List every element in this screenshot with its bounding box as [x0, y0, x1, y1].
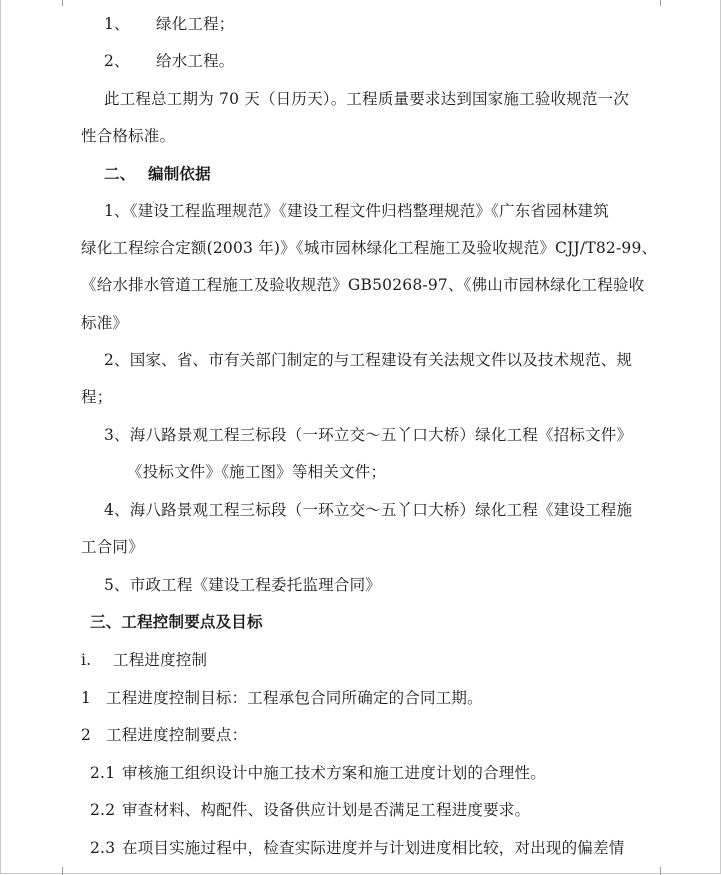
paragraph-line: 此工程总工期为 70 天（日历天）。工程质量要求达到国家施工验收规范一次: [104, 90, 630, 108]
paragraph-line: 3、海八路景观工程三标段（一环立交～五丫口大桥）绿化工程《招标文件》: [104, 426, 633, 444]
list-item-1: [104, 14, 235, 34]
list-text: 给水工程。: [156, 52, 235, 70]
section-heading-3: 三、工程控制要点及目标: [90, 612, 263, 631]
paragraph-line: 5、市政工程《建设工程委托监理合同》: [104, 576, 381, 594]
paragraph-line: 4、海八路景观工程三标段（一环立交～五丫口大桥）绿化工程《建设工程施: [104, 501, 633, 519]
paragraph-line: 《给水排水管道工程施工及验收规范》GB50268-97、《佛山市园林绿化工程验收: [81, 276, 645, 294]
item-number: 2.1: [90, 764, 116, 782]
item-number: 2.2: [90, 801, 116, 819]
numbered-item-2: [81, 725, 247, 745]
crop-mark-bottom-right: [660, 867, 661, 875]
crop-mark-top-right: [660, 0, 661, 6]
list-number: 1、: [104, 15, 130, 33]
item-number: 2: [81, 726, 92, 744]
numbered-item-2-3: [90, 838, 624, 858]
item-text: 在项目实施过程中，检查实际进度并与计划进度相比较，对出现的偏差情: [122, 839, 625, 857]
item-text: 工程进度控制目标：工程承包合同所确定的合同工期。: [106, 689, 483, 707]
paragraph-line: 2、国家、省、市有关部门制定的与工程建设有关法规文件以及技术规范、规: [104, 351, 633, 369]
paragraph-line: 程；: [81, 388, 113, 406]
heading-text: 工程进度控制: [113, 651, 208, 669]
numbered-item-1: [81, 688, 483, 708]
heading-number: i.: [81, 651, 92, 669]
paragraph-line: 绿化工程综合定额(2003 年)》《城市园林绿化工程施工及验收规范》CJJ/T82-99、: [81, 239, 658, 257]
crop-mark-bottom-left: [62, 867, 63, 875]
item-text: 审核施工组织设计中施工技术方案和施工进度计划的合理性。: [122, 764, 546, 782]
paragraph-line: 1、《建设工程监理规范》《建设工程文件归档整理规范》《广东省园林建筑: [104, 202, 609, 220]
item-number: 2.3: [90, 839, 116, 857]
list-text: 绿化工程；: [156, 15, 235, 33]
numbered-item-2-1: [90, 763, 546, 783]
heading-text: 编制依据: [148, 164, 211, 183]
paragraph-line: 性合格标准。: [81, 127, 176, 145]
numbered-item-2-2: [90, 800, 530, 820]
list-number: 2、: [104, 52, 130, 70]
heading-number: 二、: [104, 164, 136, 183]
paragraph-line: 工合同》: [81, 538, 144, 556]
section-heading-2: [104, 164, 211, 184]
paragraph-line: 《投标文件》《施工图》等相关文件；: [127, 463, 387, 481]
paragraph-line: 标准》: [81, 314, 129, 332]
item-number: 1: [81, 689, 92, 707]
subsection-heading: [81, 650, 207, 670]
item-text: 审查材料、构配件、设备供应计划是否满足工程进度要求。: [122, 801, 531, 819]
crop-mark-top-left: [62, 0, 63, 6]
item-text: 工程进度控制要点：: [106, 726, 248, 744]
list-item-2: [104, 51, 235, 71]
